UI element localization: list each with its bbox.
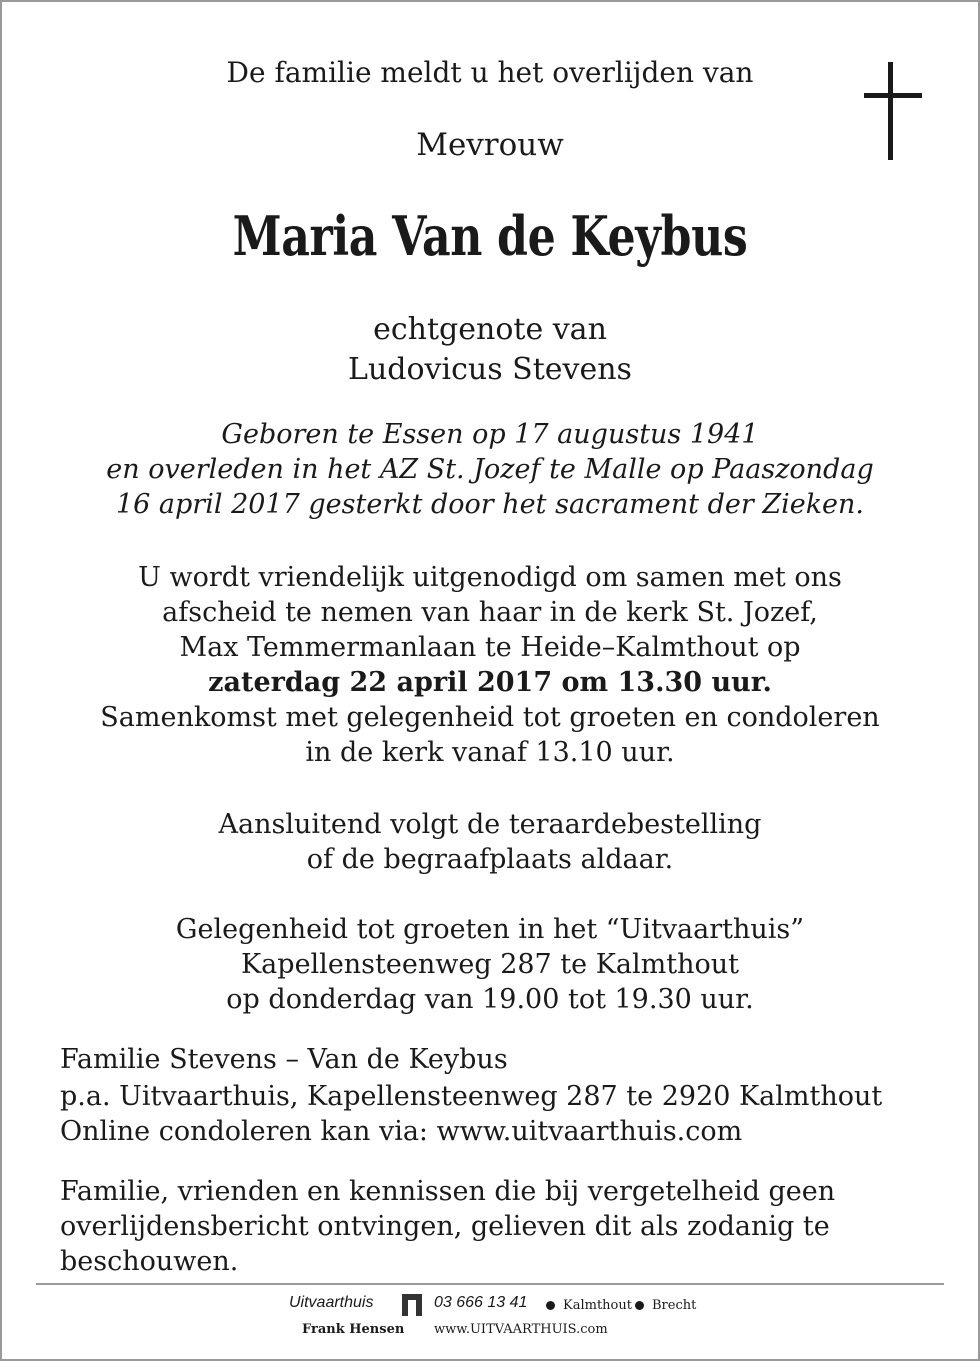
location-brecht: Brecht [652,1298,697,1313]
greeting-line: Gelegenheid tot groeten in het “Uitvaarthuis” [175,914,805,945]
burial-line: Aansluitend volgt de teraardebestelling [218,809,762,840]
bullet-icon [546,1301,555,1310]
family-line: Familie Stevens – Van de Keybus [60,1044,508,1075]
invitation-line: Samenkomst met gelegenheid tot groeten en condoleren [100,702,880,733]
bullet-icon [635,1301,644,1310]
birth-line: Geboren te Essen op 17 augustus 1941 [221,419,759,450]
note-line: beschouwen. [60,1246,239,1277]
footer-divider [36,1283,944,1285]
note-line: overlijdensbericht ontvingen, gelieven dit als zodanig te [60,1211,830,1242]
invitation-line: afscheid te nemen van haar in de kerk St. Jozef, [162,597,818,628]
note-line: Familie, vrienden en kennissen die bij vergetelheid geen [60,1176,836,1207]
invitation-line: in de kerk vanaf 13.10 uur. [305,737,675,768]
invitation-line: Max Temmermanlaan te Heide–Kalmthout op [179,632,801,663]
birth-line: 16 april 2017 gesterkt door het sacrament der Zieken. [115,489,865,520]
funeral-home-website: www.UITVAARTHUIS.com [434,1322,608,1337]
family-address: p.a. Uitvaarthuis, Kapellensteenweg 287 te 2920 Kalmthout [60,1081,883,1112]
invitation-line: U wordt vriendelijk uitgenodigd om samen met ons [138,562,842,593]
spouse-name: Ludovicus Stevens [348,352,632,387]
ceremony-date: zaterdag 22 april 2017 om 13.30 uur. [208,667,772,698]
funeral-home-phone: 03 666 13 41 [434,1294,528,1311]
funeral-director: Frank Hensen [302,1322,405,1337]
intro-text: De familie meldt u het overlijden van [226,56,754,89]
deceased-name: Maria Van de Keybus [232,204,748,268]
funeral-home-name: Uitvaarthuis [289,1294,374,1311]
greeting-line: Kapellensteenweg 287 te Kalmthout [241,949,739,980]
burial-line: of de begraafplaats aldaar. [306,844,674,875]
honorific: Mevrouw [416,127,564,163]
location-kalmthout: Kalmthout [563,1298,632,1313]
uitvaarthuis-logo-icon [402,1294,422,1316]
birth-line: en overleden in het AZ St. Jozef te Malle op Paaszondag [106,454,874,485]
greeting-line: op donderdag van 19.00 tot 19.30 uur. [226,984,754,1015]
online-condolence: Online condoleren kan via: www.uitvaarthuis.com [60,1116,743,1147]
spouse-prefix: echtgenote van [373,312,607,347]
